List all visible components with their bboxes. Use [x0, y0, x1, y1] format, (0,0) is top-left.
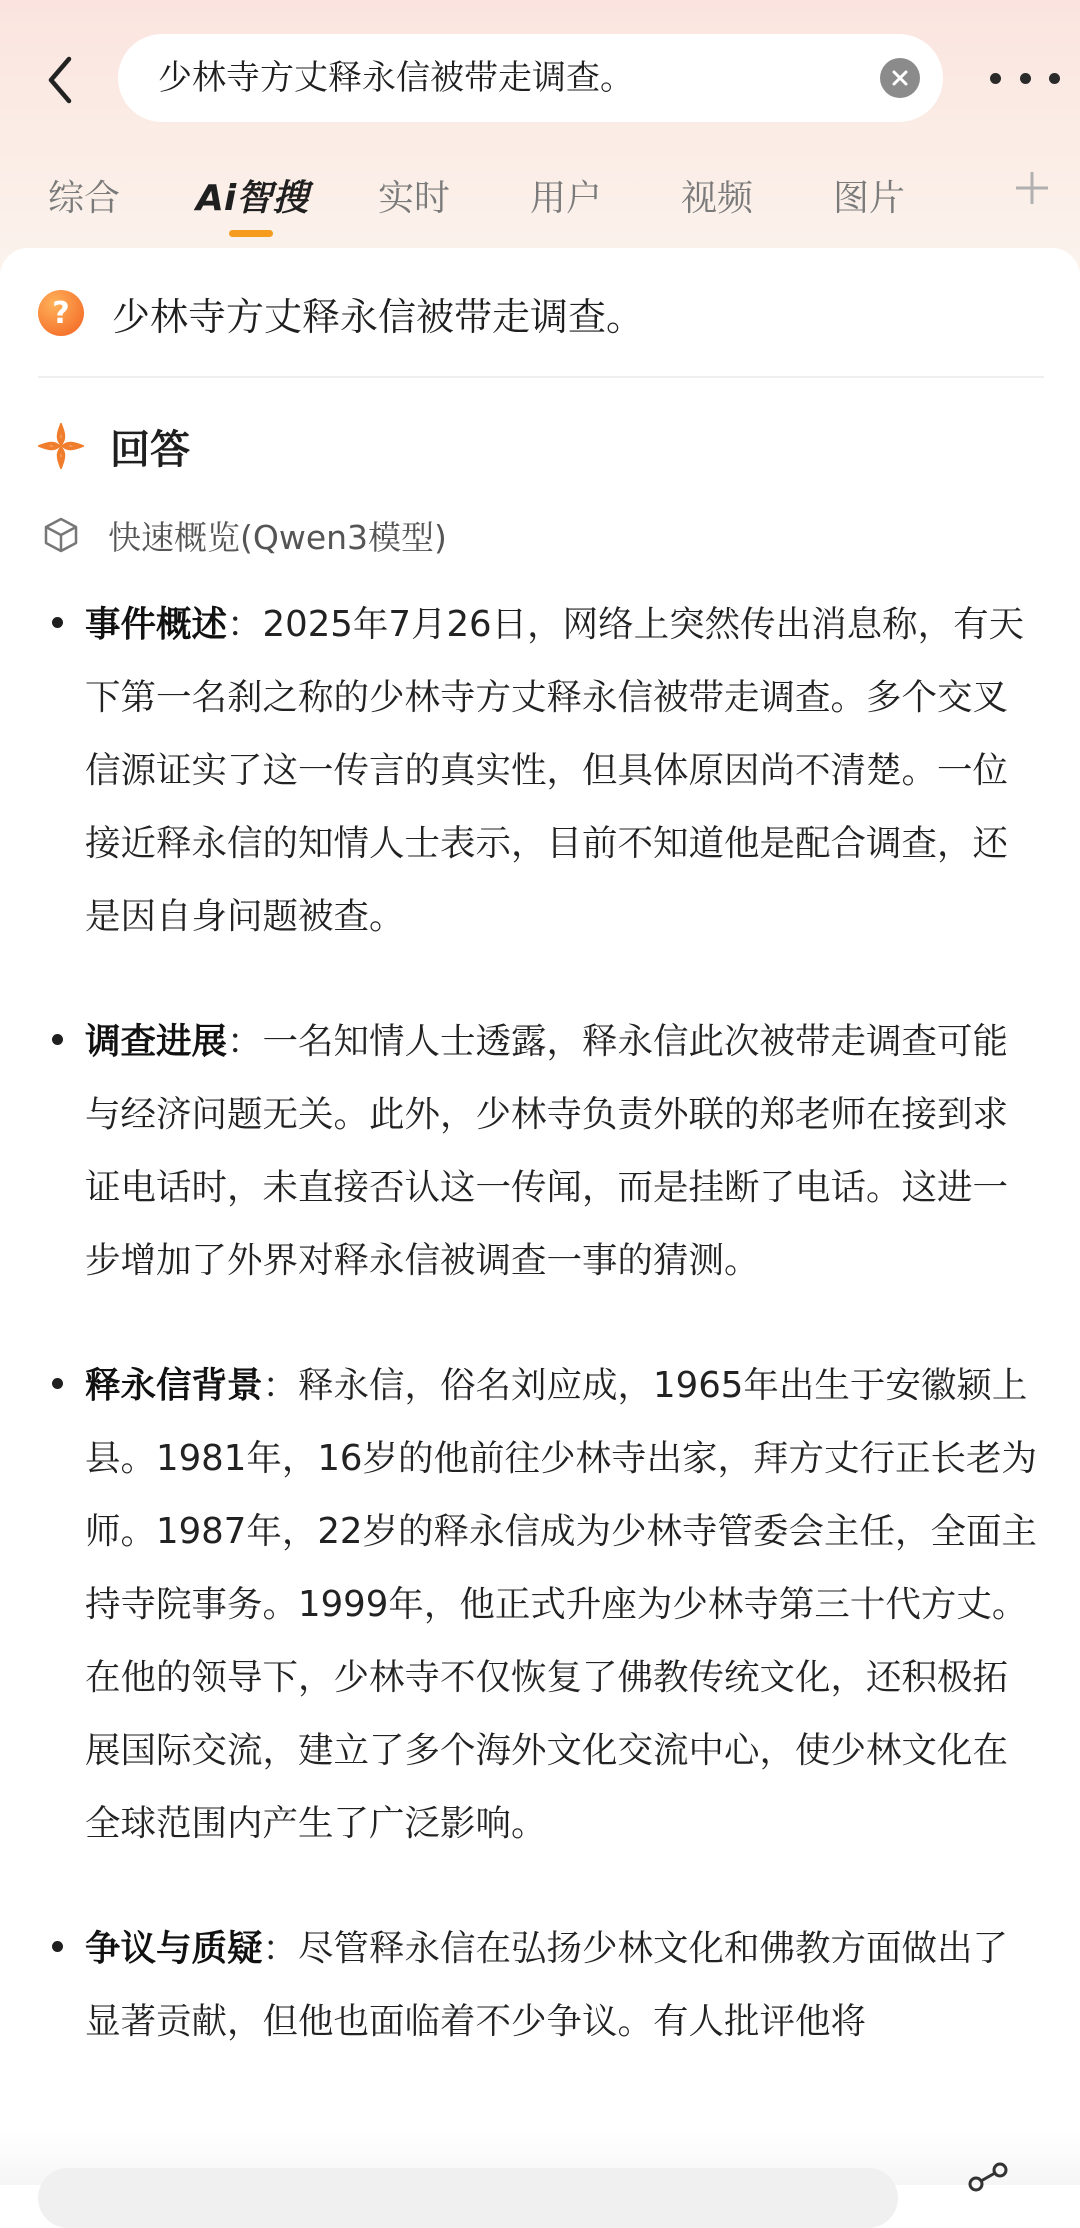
- bullet-dot: [52, 1378, 63, 1389]
- share-icon[interactable]: [966, 2162, 1010, 2192]
- list-item: [0, 1005, 1080, 1297]
- bullet-body: ：2025年7月26日，网络上突然传出消息称，有天下第一名刹之称的少林寺方丈释永信被带走调查。多个交叉信源证实了这一传言的真实性，但具体原因尚不清楚。一位接近释永信的知情人士表示，目前不知道他是配合调查，还是因自身问题被查。: [85, 604, 1025, 937]
- tab-realtime[interactable]: 实时: [378, 178, 451, 219]
- answer-sparkle-icon: [38, 423, 84, 469]
- bullet-dot: [52, 617, 63, 628]
- follow-up-input[interactable]: [38, 2168, 898, 2228]
- list-item: [0, 1912, 1080, 2058]
- cube-icon: [44, 517, 78, 553]
- bullet-heading: 调查进展: [85, 1021, 228, 1062]
- bullet-body: ：一名知情人士透露，释永信此次被带走调查可能与经济问题无关。此外，少林寺负责外联的郑老师在接到求证电话时，未直接否认这一传闻，而是挂断了电话。这进一步增加了外界对释永信被调查一事的猜测。: [85, 1021, 1009, 1281]
- tab-comprehensive[interactable]: 综合: [48, 178, 121, 219]
- bullet-body: ：释永信，俗名刘应成，1965年出生于安徽颍上县。1981年，16岁的他前往少林寺出家，拜方丈行正长老为师。1987年，22岁的释永信成为少林寺管委会主任，全面主持寺院事务。1999年，他正式升座为少林寺第三十代方丈。在他的领导下，少林寺不仅恢复了佛教传统文化，还积极拓展国际交流，建立了多个海外文化交流中心，使少林文化在全球范围内产生了广泛影响。: [85, 1365, 1038, 1844]
- search-header: [0, 20, 1080, 140]
- tab-videos[interactable]: 视频: [681, 178, 754, 219]
- chevron-left-icon: [45, 55, 75, 105]
- model-label: 快速概览(Qwen3模型): [108, 517, 447, 557]
- bullet-paragraph: [85, 1912, 1042, 2058]
- active-tab-indicator: [229, 230, 273, 237]
- answer-card: [0, 248, 1080, 2185]
- bullet-body: ：尽管释永信在弘扬少林文化和佛教方面做出了显著贡献，但他也面临着不少争议。有人批评他将: [85, 1928, 1009, 2042]
- model-row: [44, 510, 447, 560]
- list-item: [0, 1349, 1080, 1860]
- question-row: [38, 283, 644, 343]
- bullet-dot: [52, 1941, 63, 1952]
- more-dot-icon: [1020, 73, 1031, 84]
- more-options-button[interactable]: [990, 58, 1060, 98]
- more-dot-icon: [1049, 73, 1060, 84]
- search-query-text: 少林寺方丈释永信被带走调查。: [158, 58, 634, 98]
- search-tabs: [0, 160, 1080, 240]
- search-input[interactable]: [118, 34, 943, 122]
- clear-search-button[interactable]: [880, 58, 920, 98]
- add-tab-icon[interactable]: [1012, 168, 1052, 208]
- back-button[interactable]: [30, 50, 90, 110]
- answer-header: [38, 416, 190, 476]
- more-dot-icon: [990, 73, 1001, 84]
- bullet-paragraph: [85, 1349, 1042, 1860]
- question-icon: ?: [38, 290, 84, 336]
- question-text: 少林寺方丈释永信被带走调查。: [112, 294, 645, 339]
- answer-title: 回答: [110, 426, 190, 473]
- bullet-heading: 事件概述: [85, 604, 228, 645]
- bullet-dot: [52, 1034, 63, 1045]
- answer-bullets: [0, 588, 1080, 2110]
- tab-ai-search[interactable]: Ai智搜: [196, 178, 309, 219]
- tab-users[interactable]: 用户: [530, 178, 603, 219]
- bullet-paragraph: [85, 1005, 1042, 1297]
- bullet-paragraph: [85, 588, 1042, 953]
- divider: [38, 376, 1044, 378]
- bullet-heading: 争议与质疑: [85, 1928, 263, 1969]
- bullet-heading: 释永信背景: [85, 1365, 263, 1406]
- close-icon: [891, 69, 909, 87]
- list-item: [0, 588, 1080, 953]
- tab-images[interactable]: 图片: [833, 178, 906, 219]
